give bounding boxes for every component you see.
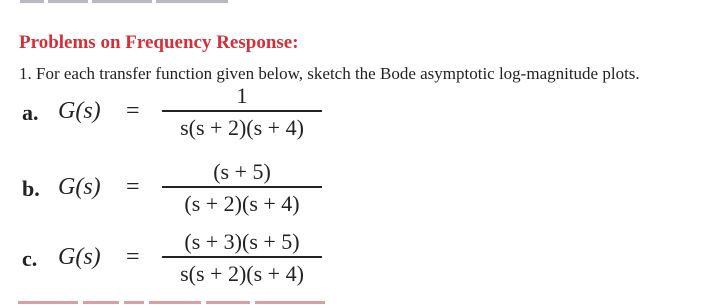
transfer-function-fraction [162,158,322,217]
fraction-bar [162,256,322,258]
section-heading: Problems on Frequency Response: [19,32,299,53]
problem-letter: a. [22,100,39,125]
problem-letter: b. [22,176,40,201]
transfer-function-fraction [162,228,322,287]
cropped-next-line [18,301,338,305]
transfer-function-name: G(s) [58,98,101,124]
fraction-bar [162,110,322,112]
numerator: (s + 3)(s + 5) [184,229,300,254]
denominator: s(s + 2)(s + 4) [180,261,304,286]
equals-sign: = [126,244,140,270]
cropped-previous-line [20,0,235,5]
numerator: 1 [236,83,248,108]
equals-sign: = [126,98,140,124]
transfer-function-fraction [162,82,322,141]
fraction-bar [162,186,322,188]
numerator: (s + 5) [213,159,271,184]
equals-sign: = [126,174,140,200]
transfer-function-name: G(s) [58,244,101,270]
denominator: s(s + 2)(s + 4) [180,115,304,140]
question-instruction: 1. For each transfer function given below, sketch the Bode asymptotic log-magnitude plots. [19,64,640,83]
transfer-function-name: G(s) [58,174,101,200]
problem-letter: c. [22,246,38,271]
denominator: (s + 2)(s + 4) [184,191,300,216]
